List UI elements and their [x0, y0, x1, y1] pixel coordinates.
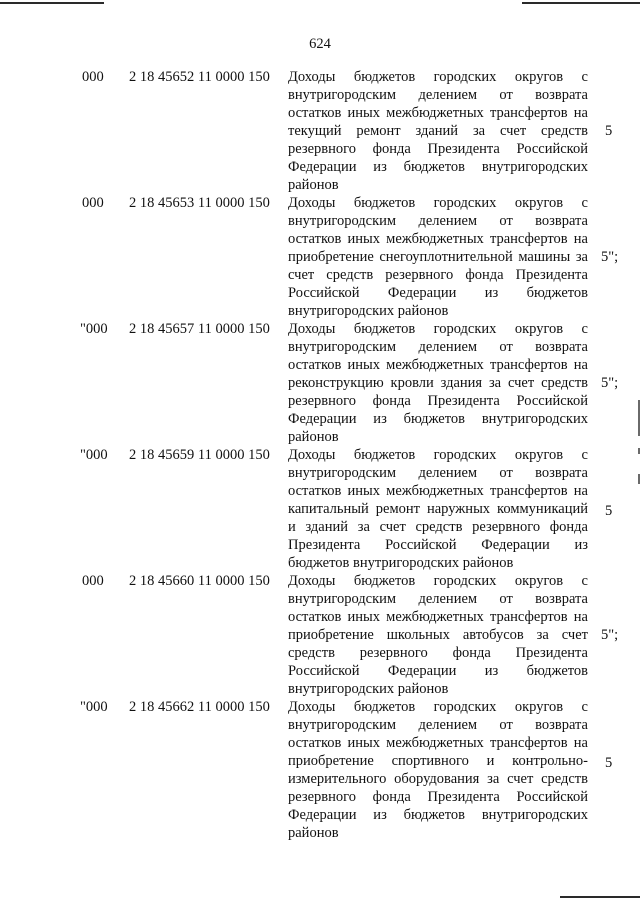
table-row	[0, 698, 640, 842]
admin-code: 000	[82, 573, 104, 589]
standard-value: 5";	[601, 249, 619, 265]
top-right-rule	[522, 2, 640, 4]
standard-value: 5";	[601, 627, 619, 643]
budget-code: 2 18 45662 11 0000 150	[129, 699, 270, 715]
revenue-description: Доходы бюджетов городских округов с внутригородским делением от возврата остатков иных межбюджетных трансфертов на приобретение школьных автобусов за счет средств резервного фонда Президента Российской Федерации из бюджетов внутригородских районов	[288, 573, 588, 697]
revenue-description: Доходы бюджетов городских округов с внутригородским делением от возврата остатков иных межбюджетных трансфертов на реконструкцию кровли здания за счет средств резервного фонда Президента Российской Федерации из бюджетов внутригородских районов	[288, 321, 588, 445]
budget-code: 2 18 45659 11 0000 150	[129, 447, 270, 463]
revenue-description: Доходы бюджетов городских округов с внутригородским делением от возврата остатков иных межбюджетных трансфертов на текущий ремонт зданий за счет средств резервного фонда Президента Российской Федерации из бюджетов внутригородских районов	[288, 69, 588, 193]
revenue-code-table	[0, 68, 640, 842]
table-row	[0, 572, 640, 698]
admin-code: "000	[80, 321, 108, 337]
admin-code: "000	[80, 447, 108, 463]
top-left-rule	[0, 2, 104, 4]
table-row	[0, 320, 640, 446]
admin-code: "000	[80, 699, 108, 715]
budget-code: 2 18 45660 11 0000 150	[129, 573, 270, 589]
standard-value: 5	[605, 755, 613, 771]
admin-code: 000	[82, 195, 104, 211]
admin-code: 000	[82, 69, 104, 85]
standard-value: 5";	[601, 375, 619, 391]
revenue-description: Доходы бюджетов городских округов с внутригородским делением от возврата остатков иных межбюджетных трансфертов на приобретение снегоуплотнительной машины за счет средств резервного фонда Президента Российской Федерации из бюджетов внутригородских районов	[288, 195, 588, 319]
bottom-right-rule	[560, 896, 640, 898]
budget-code: 2 18 45652 11 0000 150	[129, 69, 270, 85]
standard-value: 5	[605, 503, 613, 519]
table-row	[0, 68, 640, 194]
table-row	[0, 194, 640, 320]
revenue-description: Доходы бюджетов городских округов с внутригородским делением от возврата остатков иных межбюджетных трансфертов на капитальный ремонт наружных коммуникаций и зданий за счет средств резервного фонда Президента Российской Федерации из бюджетов внутригородских районов	[288, 447, 588, 571]
revenue-description: Доходы бюджетов городских округов с внутригородским делением от возврата остатков иных межбюджетных трансфертов на приобретение спортивного и контрольно-измерительного оборудования за счет средств резервного фонда Президента Российской Федерации из бюджетов внутригородских районов	[288, 699, 588, 841]
table-row	[0, 446, 640, 572]
page-number: 624	[309, 36, 331, 52]
budget-code: 2 18 45657 11 0000 150	[129, 321, 270, 337]
budget-code: 2 18 45653 11 0000 150	[129, 195, 270, 211]
standard-value: 5	[605, 123, 613, 139]
